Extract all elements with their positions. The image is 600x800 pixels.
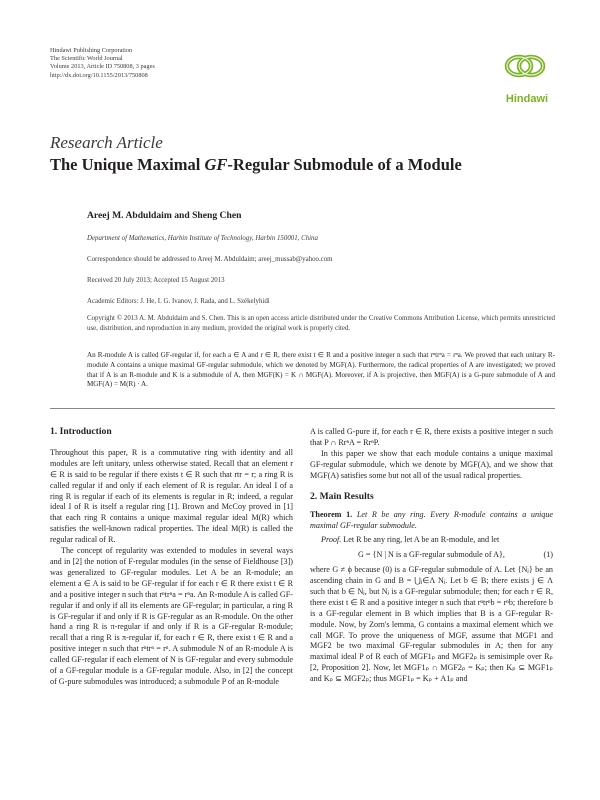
proof-label: Proof.: [321, 535, 342, 545]
volume-info: Volume 2013, Article ID 750808, 3 pages: [50, 63, 155, 71]
right-column: [310, 427, 553, 685]
publisher: Hindawi Publishing Corporation: [50, 47, 133, 54]
hindawi-logo-text: Hindawi: [505, 93, 549, 105]
proof-body: where G ≠ ϕ because (0) is a GF-regular submodule of A. Let {Nⱼ} be an ascending chain in G and B = ⋃ⱼ∈Λ Nⱼ. Let b ∈ B; there exists j ∈ Λ such that b ∈ Nⱼ, but Nⱼ is a GF-regular submodule; then; for each r ∈ R, there exist t ∈ R and a positive integer n such that rⁿtrⁿb = rⁿb; therefore b is a GF-regular element in B which implies that B is a GF-regular R-module. Now, by Zorn's lemma, G contains a maximal element which we call MGF. To prove the uniqueness of MGF, assume that MGF1 and MGF2 be two maximal GF-regular submodules in A; then for any maximal ideal P of R each of MGF1ₚ and MGF2ₚ is semisimple over Rₚ [2, Proposition 2]. Now, let MGF1ₚ ∩ MGF2ₚ = Kₚ; then Kₚ ⊆ MGF1ₚ and Kₚ ⊆ MGF2ₚ; thus MGF1ₚ = Kₚ + A1ₚ and: [310, 565, 553, 684]
journal-header: [50, 47, 155, 80]
journal-name: The Scientific World Journal: [50, 55, 123, 63]
equation-number: (1): [543, 550, 553, 560]
dates: Received 20 July 2013; Accepted 15 August 2013: [87, 277, 225, 284]
abstract: An R-module A is called GF-regular if, for each a ∈ A and r ∈ R, there exist t ∈ R and a positive integer n such that rⁿtrⁿa = rⁿa. We proved that each unitary R-module A contains a unique maximal GF-regular submodule, which we denoted by MGF(A). Furthermore, the radical properties of A are investigated; we proved that if A is an R-module and K is a submodule of A, then MGF(K) = K ∩ MGF(A). Moreover, if A is projective, then MGF(A) is a G-pure submodule of A and MGF(A) = M(R) · A.: [87, 351, 555, 389]
proof-intro-text: Let R be any ring, let A be an R-module, and let: [343, 535, 500, 545]
paragraph: The concept of regularity was extended to modules in several ways and in [2] the notion of F-regular modules (in the sense of Fieldhouse [3]) was generalized to GF-regular modules. Let A be an R-module; an element a ∈ A is said to be GF-regular if for each r ∈ R there exist t ∈ R and a positive integer n such that rⁿtrⁿa = rⁿa. An R-module A is called GF-regular if and only if all its elements are GF-regular; in particular, a ring R is GF-regular if and only if R is GF-regular as an R-module. On the other hand a ring R is π-regular if and only if R is a GF-regular R-module; recall that a ring R is π-regular if, for each r ∈ R, there exist t ∈ R and a positive integer n such that rⁿtrⁿ = rⁿ. A submodule N of an R-module A is called GF-regular if each element of N is GF-regular and every submodule of a GF-regular module is a GF-regular module. Also, in [2] the concept of G-pure submodules was introduced; a submodule P of an R-module: [50, 546, 293, 686]
equation-text: G = {N | N is a GF-regular submodule of A},: [358, 550, 505, 560]
theorem-statement: Let R be any ring. Every R-module contains a unique maximal GF-regular submodule.: [310, 510, 554, 531]
article-title: [50, 155, 462, 175]
section-heading-introduction: 1. Introduction: [50, 426, 112, 437]
correspondence: Correspondence should be addressed to Areej M. Abduldaim; areej_mussab@yahoo.com: [87, 256, 333, 263]
doi-link[interactable]: http://dx.doi.org/10.1155/2013/750808: [50, 71, 148, 79]
paragraph: A is called G-pure if, for each r ∈ R, there exists a positive integer n such that P ∩ RrⁿA = RrⁿP.: [310, 427, 553, 447]
article-type: Research Article: [50, 133, 163, 152]
theorem-label: Theorem 1.: [310, 510, 353, 520]
copyright-notice: Copyright © 2013 A. M. Abduldaim and S. Chen. This is an open access article distributed under the Creative Commons Attribution License, which permits unrestricted use, distribution, and reproduction in any medium, provided the original work is properly cited.: [87, 315, 555, 332]
proof-intro: [310, 535, 553, 546]
divider: [50, 408, 555, 409]
equation-1: [310, 550, 553, 561]
academic-editors: Academic Editors: J. He, I. G. Ivanov, J. Rada, and L. Székelyhidi: [87, 298, 270, 305]
affiliation: Department of Mathematics, Harbin Institute of Technology, Harbin 150001, China: [87, 235, 318, 242]
title-italic: GF: [204, 155, 228, 174]
paragraph: Throughout this paper, R is a commutative ring with identity and all modules are left unitary, unless otherwise stated. Recall that an element r ∈ R is said to be regular if there exists t ∈ R such that rtr = r; a ring R is called regular if and only if each element of R is regular. An ideal I of a ring R is regular if each of its elements is regular in R; indeed, a regular ideal I of R is itself a regular ring [1]. Brown and McCoy proved in [1] that each ring R contains a unique maximal regular ideal M(R) which satisfies the well-known radical properties. The ideal M(R) is called the regular radical of R.: [50, 447, 293, 545]
title-prefix: The Unique Maximal: [50, 155, 205, 174]
left-column: [50, 427, 293, 688]
title-suffix: -Regular Submodule of a Module: [227, 155, 462, 174]
section-heading-main-results: 2. Main Results: [310, 490, 374, 502]
theorem-1: [310, 510, 553, 532]
paragraph: In this paper we show that each module contains a unique maximal GF-regular submodule, which we denote by MGF(A), and we show that MGF(A) satisfies some but not all of the usual radical properties.: [310, 448, 553, 480]
authors: Areej M. Abduldaim and Sheng Chen: [87, 210, 242, 221]
